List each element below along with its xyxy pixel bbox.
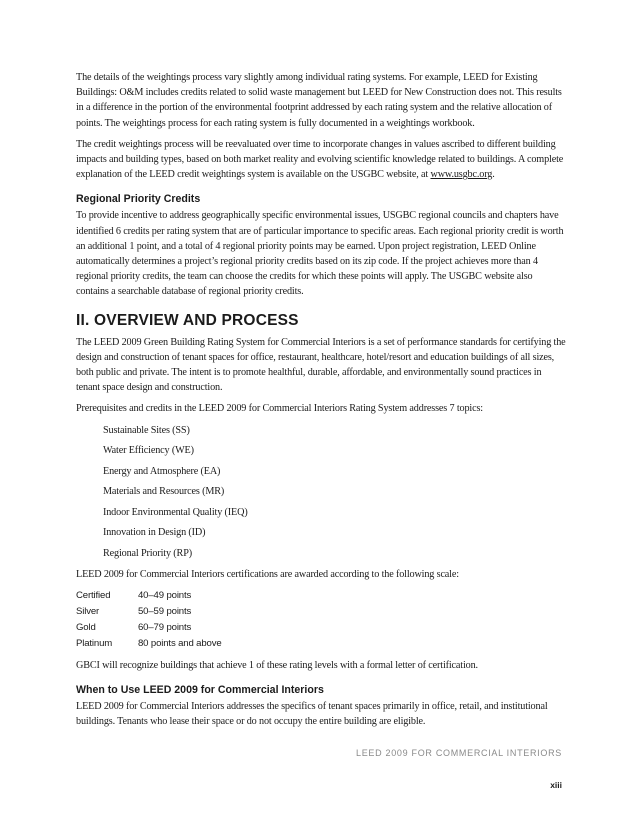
scale-points: 60–79 points xyxy=(138,622,192,634)
scale-level: Certified xyxy=(76,590,111,602)
overview-paragraph-1: The LEED 2009 Green Building Rating System for Commercial Interiors is a set of performance standards for certifying the design and construction of tenant spaces for office, restaurant, healthcare, hotel/resort and education buildings of all sizes, both public and private. The intent is to promote healthful, durable, affordable, and environmentally sound practices in tenant space design and construction. xyxy=(76,336,566,394)
list-item: Regional Priority (RP) xyxy=(103,547,192,559)
overview-paragraph-3: LEED 2009 for Commercial Interiors certifications are awarded according to the following scale: xyxy=(76,568,459,580)
table-row xyxy=(76,588,222,604)
scale-level: Silver xyxy=(76,606,100,618)
table-row xyxy=(76,636,222,652)
scale-points: 50–59 points xyxy=(138,606,192,618)
list-item: Sustainable Sites (SS) xyxy=(103,424,190,436)
scale-level: Platinum xyxy=(76,638,113,650)
scale-points: 80 points and above xyxy=(138,638,222,650)
page-number: xiii xyxy=(550,780,562,790)
intro-paragraph-2 xyxy=(76,137,566,183)
intro-paragraph-2-text: The credit weightings process will be reevaluated over time to incorporate changes in values ascribed to different building impacts and building types, based on both market reality and evolving scientific knowledge related to buildings. A complete explanation of the LEED credit weightings system is available on the USGBC website, at xyxy=(76,138,564,181)
regional-priority-heading: Regional Priority Credits xyxy=(76,193,201,206)
certification-scale-table xyxy=(76,588,222,652)
intro-paragraph-1: The details of the weightings process vary slightly among individual rating systems. For example, LEED for Existing Buildings: O&M includes credits related to solid waste management but LEED for New Construction does not. This results in a difference in the portion of the environmental footprint addressed by each rating system and the relative allocation of points. The weightings process for each rating system is fully documented in a weightings workbook. xyxy=(76,72,562,129)
scale-level: Gold xyxy=(76,622,96,634)
page-body xyxy=(76,70,566,735)
topics-list xyxy=(76,423,566,561)
when-to-use-paragraph: LEED 2009 for Commercial Interiors addresses the specifics of tenant spaces primarily in office, retail, and institutional buildings. Tenants who lease their space or do not occupy the entire building are eligible. xyxy=(76,701,548,728)
intro-paragraph-2-end: . xyxy=(492,169,495,181)
scale-points: 40–49 points xyxy=(138,590,192,602)
regional-priority-paragraph: To provide incentive to address geographically specific environmental issues, USGBC regional councils and chapters have identified 6 credits per rating system that are of particular importance to specific areas. Each regional priority credit is worth an additional 1 point, and a total of 4 regional priority points may be earned. Upon project registration, LEED Online automatically determines a project’s regional priority credits based on its zip code. If the project achieves more than 4 regional priority credits, the team can choose the credits for which these points will apply. The USGBC website also contains a searchable database of regional priority credits. xyxy=(76,210,564,298)
list-item: Innovation in Design (ID) xyxy=(103,527,206,539)
overview-paragraph-4: GBCI will recognize buildings that achieve 1 of these rating levels with a formal letter of certification. xyxy=(76,659,478,671)
table-row xyxy=(76,620,222,636)
list-item: Water Efficiency (WE) xyxy=(103,445,194,457)
when-to-use-heading: When to Use LEED 2009 for Commercial Interiors xyxy=(76,684,324,697)
table-row xyxy=(76,604,222,620)
overview-paragraph-2: Prerequisites and credits in the LEED 2009 for Commercial Interiors Rating System addresses 7 topics: xyxy=(76,403,483,415)
running-footer-title: LEED 2009 FOR COMMERCIAL INTERIORS xyxy=(355,748,562,758)
list-item: Materials and Resources (MR) xyxy=(103,486,225,498)
usgbc-website-link[interactable]: www.usgbc.org xyxy=(430,169,493,181)
list-item: Energy and Atmosphere (EA) xyxy=(103,465,221,477)
list-item: Indoor Environmental Quality (IEQ) xyxy=(103,506,248,518)
overview-heading: II. OVERVIEW AND PROCESS xyxy=(76,311,299,329)
